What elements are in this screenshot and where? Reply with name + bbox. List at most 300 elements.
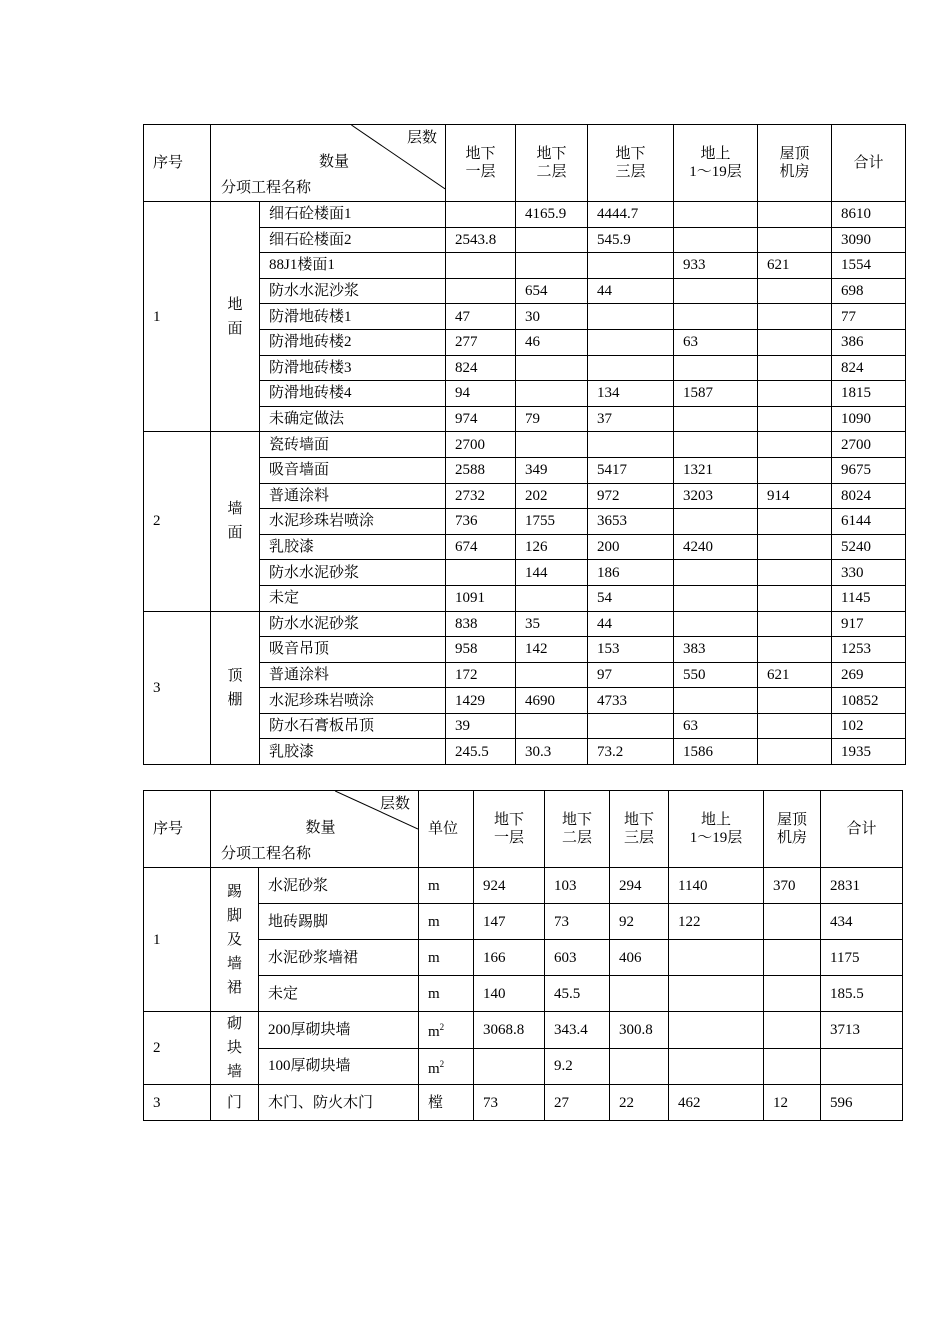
value-cell: 974 [446, 406, 516, 432]
value-cell: 1091 [446, 585, 516, 611]
seq-cell: 1 [144, 202, 211, 432]
value-cell: 202 [516, 483, 588, 509]
value-cell: 1587 [674, 381, 758, 407]
value-cell: 550 [674, 662, 758, 688]
value-cell [764, 904, 821, 940]
value-cell: 838 [446, 611, 516, 637]
column-header [588, 125, 674, 202]
unit-text: m [428, 913, 440, 930]
value-cell [758, 355, 832, 381]
column-header-line2: 三层 [615, 164, 646, 180]
item-name-cell: 瓷砖墙面 [260, 432, 446, 458]
value-cell [516, 432, 588, 458]
value-cell: 736 [446, 509, 516, 535]
value-cell: 2700 [446, 432, 516, 458]
value-cell [674, 560, 758, 586]
value-cell [674, 585, 758, 611]
value-cell: 1429 [446, 688, 516, 714]
value-cell: 603 [545, 940, 610, 976]
value-cell: 30.3 [516, 739, 588, 765]
value-cell: 1175 [821, 940, 903, 976]
value-cell [674, 509, 758, 535]
value-cell: 10852 [832, 688, 906, 714]
value-cell: 92 [610, 904, 669, 940]
category-char: 裙 [226, 979, 242, 996]
unit-cell [419, 868, 474, 904]
value-cell: 462 [669, 1085, 764, 1121]
column-header-line1: 地下 [536, 146, 567, 162]
value-cell [446, 202, 516, 228]
value-cell: 122 [669, 904, 764, 940]
category-char: 地 [227, 296, 243, 313]
column-header-line1: 合计 [853, 155, 884, 171]
value-cell: 45.5 [545, 976, 610, 1012]
value-cell: 824 [832, 355, 906, 381]
value-cell [446, 253, 516, 279]
value-cell [758, 432, 832, 458]
category-char: 棚 [227, 691, 243, 708]
unit-header: 单位 [419, 791, 474, 868]
value-cell: 44 [588, 278, 674, 304]
value-cell: 621 [758, 253, 832, 279]
value-cell: 386 [832, 329, 906, 355]
value-cell: 94 [446, 381, 516, 407]
value-cell: 185.5 [821, 976, 903, 1012]
value-cell: 4444.7 [588, 202, 674, 228]
value-cell [516, 253, 588, 279]
seq-header: 序号 [144, 125, 211, 202]
value-cell [758, 227, 832, 253]
column-header [758, 125, 832, 202]
item-name-cell: 水泥珍珠岩喷涂 [260, 688, 446, 714]
column-header-line1: 地下 [465, 146, 496, 162]
item-name-cell: 吸音墙面 [260, 457, 446, 483]
value-cell: 1554 [832, 253, 906, 279]
value-cell: 1145 [832, 585, 906, 611]
category-char: 踢 [226, 883, 242, 900]
quantity-label: 数量 [318, 154, 350, 170]
value-cell: 4165.9 [516, 202, 588, 228]
unit-text: 樘 [428, 1094, 444, 1111]
value-cell [764, 1048, 821, 1085]
value-cell: 126 [516, 534, 588, 560]
value-cell: 3713 [821, 1012, 903, 1049]
category-cell [211, 1085, 259, 1121]
value-cell: 330 [832, 560, 906, 586]
unit-text: m [428, 877, 440, 894]
value-cell: 5417 [588, 457, 674, 483]
value-cell: 39 [446, 713, 516, 739]
value-cell [758, 202, 832, 228]
seq-cell: 3 [144, 1085, 211, 1121]
value-cell: 343.4 [545, 1012, 610, 1049]
value-cell: 12 [764, 1085, 821, 1121]
value-cell [588, 432, 674, 458]
value-cell [674, 406, 758, 432]
value-cell: 22 [610, 1085, 669, 1121]
category-char: 顶 [227, 667, 243, 684]
misc-quantity-table [143, 790, 903, 1121]
category-char: 墙 [226, 1064, 242, 1080]
value-cell: 147 [474, 904, 545, 940]
category-char: 墙 [227, 501, 243, 518]
value-cell: 1321 [674, 457, 758, 483]
column-header-line2: 机房 [779, 164, 810, 180]
value-cell: 35 [516, 611, 588, 637]
column-header [474, 791, 545, 868]
value-cell: 186 [588, 560, 674, 586]
column-header-line2: 机房 [776, 830, 807, 846]
column-header-line2: 二层 [536, 164, 567, 180]
category-cell [211, 1012, 259, 1085]
value-cell: 621 [758, 662, 832, 688]
unit-text: m [428, 1060, 440, 1077]
column-header-line1: 合计 [846, 821, 877, 837]
seq-cell: 3 [144, 611, 211, 765]
value-cell: 1755 [516, 509, 588, 535]
unit-cell [419, 940, 474, 976]
column-header-line2: 一层 [465, 164, 496, 180]
value-cell: 166 [474, 940, 545, 976]
value-cell: 4733 [588, 688, 674, 714]
column-header-line1: 地下 [615, 146, 646, 162]
category-char: 及 [226, 931, 242, 948]
unit-cell [419, 1085, 474, 1121]
value-cell: 1815 [832, 381, 906, 407]
category-cell [211, 611, 260, 765]
value-cell: 63 [674, 329, 758, 355]
table-row [144, 1085, 903, 1121]
value-cell: 5240 [832, 534, 906, 560]
column-header [516, 125, 588, 202]
column-header [669, 791, 764, 868]
value-cell: 9.2 [545, 1048, 610, 1085]
table-row [144, 202, 906, 228]
item-name-cell: 乳胶漆 [260, 739, 446, 765]
value-cell [758, 329, 832, 355]
column-header-line1: 屋顶 [779, 146, 810, 162]
value-cell [764, 940, 821, 976]
value-cell: 2732 [446, 483, 516, 509]
column-header [821, 791, 903, 868]
item-name-cell: 防水水泥砂浆 [260, 611, 446, 637]
unit-cell [419, 976, 474, 1012]
value-cell [674, 355, 758, 381]
quantity-label: 数量 [305, 820, 336, 836]
value-cell [669, 976, 764, 1012]
category-char: 面 [227, 525, 243, 542]
value-cell [758, 739, 832, 765]
value-cell [516, 355, 588, 381]
item-name-cell: 普通涂料 [260, 483, 446, 509]
category-char: 墙 [226, 955, 242, 972]
header-row [144, 125, 906, 202]
value-cell [758, 713, 832, 739]
value-cell: 140 [474, 976, 545, 1012]
value-cell: 37 [588, 406, 674, 432]
value-cell: 245.5 [446, 739, 516, 765]
item-name-cell: 防水水泥砂浆 [260, 560, 446, 586]
table-row [144, 1012, 903, 1049]
value-cell [588, 713, 674, 739]
value-cell: 4240 [674, 534, 758, 560]
value-cell: 2700 [832, 432, 906, 458]
value-cell: 1586 [674, 739, 758, 765]
value-cell: 144 [516, 560, 588, 586]
value-cell: 103 [545, 868, 610, 904]
value-cell: 434 [821, 904, 903, 940]
diagonal-header-cell [211, 791, 419, 868]
column-header [545, 791, 610, 868]
value-cell: 972 [588, 483, 674, 509]
value-cell: 97 [588, 662, 674, 688]
value-cell: 917 [832, 611, 906, 637]
value-cell [674, 432, 758, 458]
column-header-line2: 三层 [623, 830, 654, 846]
value-cell [516, 662, 588, 688]
value-cell [588, 355, 674, 381]
item-name-cell: 细石砼楼面2 [260, 227, 446, 253]
category-char: 脚 [226, 907, 242, 924]
value-cell: 349 [516, 457, 588, 483]
value-cell: 4690 [516, 688, 588, 714]
item-name-cell: 普通涂料 [260, 662, 446, 688]
value-cell: 2588 [446, 457, 516, 483]
value-cell [758, 406, 832, 432]
item-name-cell: 未定 [259, 976, 419, 1012]
value-cell [446, 560, 516, 586]
table-row [144, 611, 906, 637]
value-cell: 824 [446, 355, 516, 381]
item-name-cell: 200厚砌块墙 [259, 1012, 419, 1049]
value-cell: 54 [588, 585, 674, 611]
category-char: 块 [226, 1040, 242, 1056]
value-cell: 63 [674, 713, 758, 739]
value-cell: 383 [674, 637, 758, 663]
item-name-cell: 100厚砌块墙 [259, 1048, 419, 1085]
category-cell [211, 202, 260, 432]
item-name-cell: 未定 [260, 585, 446, 611]
item-name-cell: 防滑地砖楼3 [260, 355, 446, 381]
value-cell [758, 381, 832, 407]
value-cell: 46 [516, 329, 588, 355]
category-cell [211, 432, 260, 611]
value-cell: 153 [588, 637, 674, 663]
value-cell: 73 [545, 904, 610, 940]
value-cell: 698 [832, 278, 906, 304]
category-char: 砌 [226, 1016, 242, 1032]
unit-cell [419, 1012, 474, 1049]
value-cell: 44 [588, 611, 674, 637]
value-cell: 958 [446, 637, 516, 663]
value-cell: 654 [516, 278, 588, 304]
value-cell: 1090 [832, 406, 906, 432]
floor-count-label: 层数 [379, 796, 410, 812]
column-header [674, 125, 758, 202]
value-cell: 47 [446, 304, 516, 330]
seq-cell: 2 [144, 1012, 211, 1085]
value-cell: 294 [610, 868, 669, 904]
value-cell [446, 278, 516, 304]
value-cell: 924 [474, 868, 545, 904]
value-cell [674, 202, 758, 228]
value-cell: 3203 [674, 483, 758, 509]
unit-superscript: 2 [439, 1022, 445, 1033]
value-cell: 30 [516, 304, 588, 330]
item-name-cell: 地砖踢脚 [259, 904, 419, 940]
value-cell: 596 [821, 1085, 903, 1121]
value-cell: 545.9 [588, 227, 674, 253]
column-header-line1: 地上 [700, 812, 731, 828]
category-cell [211, 868, 259, 1012]
value-cell [758, 637, 832, 663]
item-name-cell: 88J1楼面1 [260, 253, 446, 279]
value-cell [821, 1048, 903, 1085]
value-cell [669, 1012, 764, 1049]
column-header-line1: 地下 [623, 812, 654, 828]
value-cell: 3068.8 [474, 1012, 545, 1049]
finish-quantity-table [143, 124, 906, 765]
value-cell: 914 [758, 483, 832, 509]
value-cell: 406 [610, 940, 669, 976]
value-cell [588, 304, 674, 330]
item-name-cell: 吸音吊顶 [260, 637, 446, 663]
column-header-line2: 1～19层 [689, 164, 742, 180]
value-cell: 3090 [832, 227, 906, 253]
value-cell [516, 381, 588, 407]
seq-cell: 1 [144, 868, 211, 1012]
value-cell: 142 [516, 637, 588, 663]
value-cell [764, 1012, 821, 1049]
value-cell: 2831 [821, 868, 903, 904]
diagonal-header-cell [211, 125, 446, 202]
value-cell [758, 585, 832, 611]
item-name-cell: 水泥珍珠岩喷涂 [260, 509, 446, 535]
unit-superscript: 2 [439, 1058, 445, 1069]
category-char: 面 [227, 320, 243, 337]
value-cell [674, 227, 758, 253]
value-cell: 8024 [832, 483, 906, 509]
column-header-line1: 地下 [561, 812, 592, 828]
value-cell [758, 509, 832, 535]
value-cell: 8610 [832, 202, 906, 228]
value-cell [588, 253, 674, 279]
value-cell: 2543.8 [446, 227, 516, 253]
item-name-cell: 防水石膏板吊顶 [260, 713, 446, 739]
column-header [764, 791, 821, 868]
value-cell: 1935 [832, 739, 906, 765]
value-cell: 1253 [832, 637, 906, 663]
column-header [832, 125, 906, 202]
value-cell: 134 [588, 381, 674, 407]
value-cell [674, 688, 758, 714]
column-header [610, 791, 669, 868]
item-name-cell: 细石砼楼面1 [260, 202, 446, 228]
value-cell [669, 940, 764, 976]
value-cell [610, 976, 669, 1012]
value-cell [758, 611, 832, 637]
value-cell: 6144 [832, 509, 906, 535]
item-name-cell: 乳胶漆 [260, 534, 446, 560]
value-cell [588, 329, 674, 355]
value-cell: 79 [516, 406, 588, 432]
unit-cell [419, 1048, 474, 1085]
value-cell: 1140 [669, 868, 764, 904]
value-cell [764, 976, 821, 1012]
value-cell [516, 227, 588, 253]
category-char: 门 [226, 1094, 242, 1111]
unit-cell [419, 904, 474, 940]
value-cell [758, 278, 832, 304]
value-cell [674, 611, 758, 637]
item-name-cell: 防水水泥沙浆 [260, 278, 446, 304]
unit-text: m [428, 949, 440, 966]
item-name-cell: 防滑地砖楼1 [260, 304, 446, 330]
value-cell [758, 688, 832, 714]
value-cell [758, 560, 832, 586]
value-cell: 27 [545, 1085, 610, 1121]
item-name-cell: 未确定做法 [260, 406, 446, 432]
value-cell: 674 [446, 534, 516, 560]
item-name-cell: 水泥砂浆墙裙 [259, 940, 419, 976]
item-name-label: 分项工程名称 [221, 846, 312, 862]
value-cell: 3653 [588, 509, 674, 535]
item-name-label: 分项工程名称 [221, 180, 312, 196]
value-cell: 269 [832, 662, 906, 688]
value-cell [669, 1048, 764, 1085]
value-cell [516, 585, 588, 611]
value-cell: 77 [832, 304, 906, 330]
seq-cell: 2 [144, 432, 211, 611]
column-header-line1: 地下 [493, 812, 524, 828]
value-cell: 370 [764, 868, 821, 904]
value-cell: 9675 [832, 457, 906, 483]
value-cell [674, 278, 758, 304]
seq-header: 序号 [144, 791, 211, 868]
value-cell: 300.8 [610, 1012, 669, 1049]
item-name-cell: 防滑地砖楼2 [260, 329, 446, 355]
value-cell: 200 [588, 534, 674, 560]
table-row [144, 432, 906, 458]
column-header [446, 125, 516, 202]
value-cell: 73.2 [588, 739, 674, 765]
unit-text: m [428, 1024, 440, 1041]
value-cell: 277 [446, 329, 516, 355]
value-cell: 102 [832, 713, 906, 739]
value-cell: 933 [674, 253, 758, 279]
value-cell [758, 304, 832, 330]
table-row [144, 868, 903, 904]
column-header-line2: 二层 [561, 830, 592, 846]
column-header-line1: 地上 [700, 146, 731, 162]
value-cell: 73 [474, 1085, 545, 1121]
column-header-line1: 屋顶 [776, 812, 807, 828]
header-row [144, 791, 903, 868]
item-name-cell: 木门、防火木门 [259, 1085, 419, 1121]
value-cell [758, 534, 832, 560]
floor-count-label: 层数 [406, 130, 437, 146]
item-name-cell: 防滑地砖楼4 [260, 381, 446, 407]
column-header-line2: 一层 [493, 830, 524, 846]
value-cell [758, 457, 832, 483]
value-cell [610, 1048, 669, 1085]
item-name-cell: 水泥砂浆 [259, 868, 419, 904]
unit-text: m [428, 985, 440, 1002]
value-cell: 172 [446, 662, 516, 688]
column-header-line2: 1～19层 [689, 830, 743, 846]
value-cell [474, 1048, 545, 1085]
value-cell [674, 304, 758, 330]
